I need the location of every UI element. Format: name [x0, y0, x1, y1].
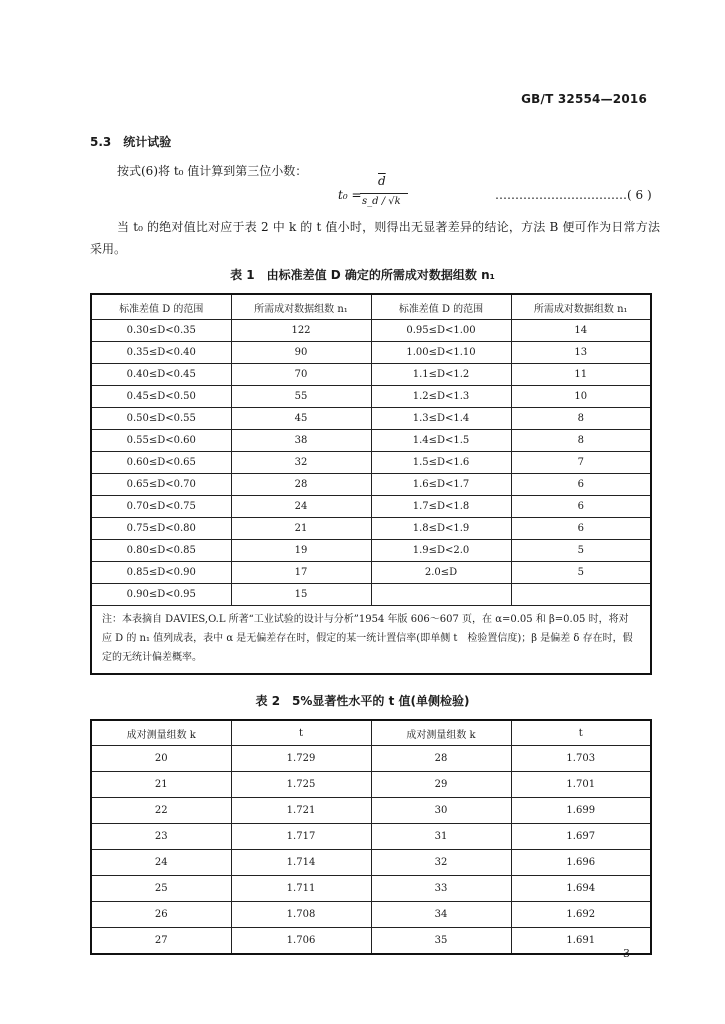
table1-cell: 1.3≤D<1.4 [371, 408, 511, 430]
table1-cell: 0.55≤D<0.60 [91, 430, 231, 452]
table2-header-cell: 成对测量组数 k [91, 720, 231, 746]
table1-header-cell: 标准差值 D 的范围 [91, 294, 231, 320]
table1-row [91, 364, 651, 386]
table1-cell: 21 [231, 518, 371, 540]
table1-cell: 8 [511, 430, 651, 452]
table2-caption: 表 2 5%显著性水平的 t 值(单侧检验) [255, 694, 470, 708]
table2-cell: 1.701 [511, 772, 651, 798]
table2-cell: 27 [91, 928, 231, 955]
table1-cell: 24 [231, 496, 371, 518]
table2-cell: 1.725 [231, 772, 371, 798]
table1-cell: 0.95≤D<1.00 [371, 320, 511, 342]
table1-cell: 0.40≤D<0.45 [91, 364, 231, 386]
formula-reference: ……………………………( 6 ) [495, 188, 652, 202]
table1-row [91, 518, 651, 540]
table1-cell: 0.70≤D<0.75 [91, 496, 231, 518]
table1-note-row [91, 606, 651, 675]
table1-row [91, 408, 651, 430]
table2-cell: 24 [91, 850, 231, 876]
table1-cell: 1.00≤D<1.10 [371, 342, 511, 364]
table1-row [91, 430, 651, 452]
table1-header-cell: 所需成对数据组数 n₁ [231, 294, 371, 320]
table2-cell: 1.708 [231, 902, 371, 928]
table2 [90, 719, 652, 955]
table2-cell: 22 [91, 798, 231, 824]
table1-cell: 6 [511, 518, 651, 540]
table2-cell: 1.717 [231, 824, 371, 850]
table2-cell: 1.696 [511, 850, 651, 876]
table1-cell: 2.0≤D [371, 562, 511, 584]
table1-cell [511, 584, 651, 606]
table1-cell: 6 [511, 474, 651, 496]
table1-row [91, 562, 651, 584]
table2-cell: 33 [371, 876, 511, 902]
table2-cell: 34 [371, 902, 511, 928]
table1-header-cell: 所需成对数据组数 n₁ [511, 294, 651, 320]
table1-cell: 45 [231, 408, 371, 430]
table1-note: 注：本表摘自 DAVIES,O.L 所著“工业试验的设计与分析”1954 年版 606～607 页，在 α=0.05 和 β=0.05 时，将对应 D 的 n₁ 值列成表，表中 α 是无偏差存在时，假定的某一统计置信率(即单侧 t 检验置信度)；β 是偏差 δ 存在时，假定的无统计偏差概率。 [91, 606, 651, 675]
table2-cell: 1.706 [231, 928, 371, 955]
standard-code: GB/T 32554—2016 [521, 92, 647, 106]
table1-cell: 0.90≤D<0.95 [91, 584, 231, 606]
table1-row [91, 386, 651, 408]
formula-denominator: s_d / √k [362, 196, 401, 207]
formula-numerator: $\overline{d}$ [378, 174, 386, 188]
table2-header-row [91, 720, 651, 746]
table2-row [91, 772, 651, 798]
table1-cell [371, 584, 511, 606]
table1-cell: 11 [511, 364, 651, 386]
table1-cell: 0.75≤D<0.80 [91, 518, 231, 540]
table1-cell: 19 [231, 540, 371, 562]
table1-header-row [91, 294, 651, 320]
table1-cell: 17 [231, 562, 371, 584]
table2-cell: 30 [371, 798, 511, 824]
table1-row [91, 584, 651, 606]
table2-row [91, 876, 651, 902]
table1-row [91, 496, 651, 518]
table1-cell: 15 [231, 584, 371, 606]
table2-cell: 26 [91, 902, 231, 928]
table2-cell: 1.694 [511, 876, 651, 902]
table1-cell: 14 [511, 320, 651, 342]
table2-header-cell: t [231, 720, 371, 746]
section-title: 统计试验 [123, 135, 172, 149]
intro-text: 按式(6)将 t₀ 值计算到第三位小数： [117, 164, 308, 178]
table2-cell: 32 [371, 850, 511, 876]
table1-cell: 32 [231, 452, 371, 474]
table2-row [91, 746, 651, 772]
table1-cell: 0.60≤D<0.65 [91, 452, 231, 474]
table2-cell: 29 [371, 772, 511, 798]
table1-cell: 1.6≤D<1.7 [371, 474, 511, 496]
table1-cell: 0.30≤D<0.35 [91, 320, 231, 342]
table1-cell: 1.5≤D<1.6 [371, 452, 511, 474]
table2-cell: 1.703 [511, 746, 651, 772]
table2-cell: 20 [91, 746, 231, 772]
fraction-bar [360, 193, 408, 194]
table1-row [91, 474, 651, 496]
table1-cell: 55 [231, 386, 371, 408]
table1-cell: 0.50≤D<0.55 [91, 408, 231, 430]
table2-cell: 1.711 [231, 876, 371, 902]
page-number: 3 [623, 947, 630, 960]
table1-cell: 0.65≤D<0.70 [91, 474, 231, 496]
section-heading [90, 133, 183, 150]
table1-cell: 0.35≤D<0.40 [91, 342, 231, 364]
table1-cell: 10 [511, 386, 651, 408]
table1-cell: 5 [511, 562, 651, 584]
table1-cell: 6 [511, 496, 651, 518]
table1-cell: 5 [511, 540, 651, 562]
table2-cell: 1.729 [231, 746, 371, 772]
table2-cell: 21 [91, 772, 231, 798]
table1-cell: 1.7≤D<1.8 [371, 496, 511, 518]
table1-cell: 13 [511, 342, 651, 364]
table2-header-cell: t [511, 720, 651, 746]
table2-row [91, 798, 651, 824]
table1-cell: 7 [511, 452, 651, 474]
formula-6 [338, 174, 408, 218]
table2-cell: 25 [91, 876, 231, 902]
table1-row [91, 320, 651, 342]
table1-cell: 122 [231, 320, 371, 342]
table1-cell: 1.1≤D<1.2 [371, 364, 511, 386]
table2-row [91, 902, 651, 928]
section-number: 5.3 [90, 135, 112, 149]
table2-cell: 1.699 [511, 798, 651, 824]
table2-header-cell: 成对测量组数 k [371, 720, 511, 746]
table2-cell: 1.721 [231, 798, 371, 824]
table1 [90, 293, 652, 675]
table2-cell: 23 [91, 824, 231, 850]
table1-cell: 1.9≤D<2.0 [371, 540, 511, 562]
table1-header-cell: 标准差值 D 的范围 [371, 294, 511, 320]
table1-cell: 0.80≤D<0.85 [91, 540, 231, 562]
table2-cell: 1.714 [231, 850, 371, 876]
table1-cell: 70 [231, 364, 371, 386]
table2-cell: 1.692 [511, 902, 651, 928]
table1-cell: 1.8≤D<1.9 [371, 518, 511, 540]
table2-cell: 35 [371, 928, 511, 955]
table1-cell: 1.2≤D<1.3 [371, 386, 511, 408]
table2-row [91, 824, 651, 850]
table1-cell: 8 [511, 408, 651, 430]
table2-cell: 1.691 [511, 928, 651, 955]
table1-cell: 28 [231, 474, 371, 496]
table1-row [91, 540, 651, 562]
formula-lhs: t₀ = [338, 188, 362, 202]
table2-row [91, 928, 651, 955]
table1-cell: 38 [231, 430, 371, 452]
table1-cell: 0.45≤D<0.50 [91, 386, 231, 408]
table1-row [91, 342, 651, 364]
table2-row [91, 850, 651, 876]
table1-cell: 0.85≤D<0.90 [91, 562, 231, 584]
table2-cell: 31 [371, 824, 511, 850]
table1-row [91, 452, 651, 474]
table1-cell: 90 [231, 342, 371, 364]
table1-caption: 表 1 由标准差值 D 确定的所需成对数据组数 n₁ [230, 268, 495, 282]
table1-cell: 1.4≤D<1.5 [371, 430, 511, 452]
table2-cell: 1.697 [511, 824, 651, 850]
method-paragraph: 当 t₀ 的绝对值比对应于表 2 中 k 的 t 值小时，则得出无显著差异的结论，方法 B 便可作为日常方法采用。 [90, 220, 660, 256]
table2-cell: 28 [371, 746, 511, 772]
